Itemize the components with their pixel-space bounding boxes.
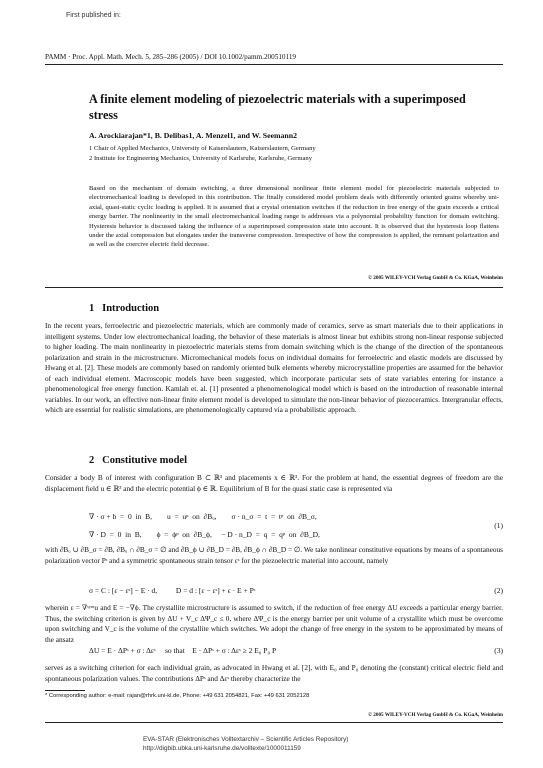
equation-3: ΔU = E · ΔPˢ + σ : Δεˢ so that E · ΔPˢ + σ : Δεˢ ≥ 2 E₀ P₀ P bbox=[89, 646, 277, 655]
copyright-line: © 2005 WILEY-VCH Verlag GmbH & Co. KGaA, Weinheim bbox=[368, 275, 503, 281]
affiliation-2: 2 Institute for Engineering Mechanics, University of Karlsruhe, Karlsruhe, Germany bbox=[89, 155, 313, 162]
equation-3-number: (3) bbox=[494, 646, 503, 655]
section-2-paragraph-3: wherein ε = ∇ˢʸᵐu and E = −∇ϕ. The crystallite microstructure is assumed to switch, if the reduction of free energy ΔU exceeds a particular energy barrier. Thus, the switching criterion is given by ΔU + V_c ΔΨ_c ≤ 0, where ΔΨ_c is the energy barrier per unit volume of a crystallite which must be overcome upon switching and V_c is the volume of the crystallite which switches. We adopt the change of free energy in the system to be approximated by means of the ansatz bbox=[45, 603, 503, 644]
section-2-paragraph-2: with ∂Bᵤ ∪ ∂B_σ = ∂B, ∂Bᵤ ∩ ∂B_σ = ∅ and ∂B_ϕ ∪ ∂B_D = ∂B, ∂B_ϕ ∩ ∂B_D = ∅. We take nonlinear constitutive equations by means of a spontaneous polarization vector Pˢ and a symmetric spontaneous strain tensor εˢ for the piezoelectric material into account, namely bbox=[45, 545, 503, 565]
equation-1-row-1: ∇ · σ + b = 0 in B, u = uᵖ on ∂Bᵤ, σ · n_σ = t = tᵖ on ∂B_σ, bbox=[89, 512, 317, 521]
equation-2: σ = C : [ε − εˢ] − E · d, D = d : [ε − εˢ] + ϵ · E + Pˢ bbox=[89, 586, 256, 595]
section-2-heading: 2 Constitutive model bbox=[89, 455, 187, 466]
section-1-heading: 1 Introduction bbox=[89, 303, 160, 314]
paper-title: A finite element modeling of piezoelectric materials with a superimposed stress bbox=[89, 92, 466, 122]
journal-reference: PAMM · Proc. Appl. Math. Mech. 5, 285–286 (2005) / DOI 10.1002/pamm.200510119 bbox=[45, 53, 297, 61]
equation-1-row-2: ∇ · D = 0 in B, ϕ = ϕᵖ on ∂B_ϕ, − D · n_D = q = qᵖ on ∂B_D, bbox=[89, 530, 320, 539]
abstract-rule bbox=[45, 287, 503, 288]
section-2-paragraph-4: serves as a switching criterion for each individual grain, as advocated in Hwang et al. [2], with E₀ and P₀ denoting the (constant) critical electric field and spontaneous polarization values. The contributions ΔPˢ and Δεˢ thereby characterize the bbox=[45, 663, 503, 683]
footer-rule bbox=[45, 722, 503, 723]
footer-copyright: © 2005 WILEY-VCH Verlag GmbH & Co. KGaA, Weinheim bbox=[368, 712, 503, 718]
equation-2-number: (2) bbox=[494, 586, 503, 595]
repository-name: EVA-STAR (Elektronisches Volltextarchiv – Scientific Articles Repository) bbox=[143, 736, 349, 743]
abstract: Based on the mechanism of domain switching, a three dimensional nonlinear finite element model for piezoelectric materials subjected to electromechanical loading is developed in this contribution. The finally considered model problem deals with differently oriented grains whereby uni-axial, quasi-static cyclic loading is applied. It is assumed that a crystal orientation switches if the reduction in free energy of the grain exceeds a critical energy barrier. The nonlinearity in the small electromechanical loading range is addresses via a polynomial probability function for domain switching. Hysteresis behavior is discussed taking the influence of a superimposed compression state into account. It is observed that the hysteresis loop flattens under the axial compression but elongates under the transverse compression. Irrespective of how the compression is applied, the remnant polarization and as well as the coercive electric field decrease. bbox=[89, 185, 499, 249]
corresponding-author-footnote: * Corresponding author: e-mail: rajan@rhrk.uni-kl.de, Phone: +49 631 2054821, Fax: +49 631 2052128 bbox=[45, 693, 310, 699]
affiliation-1: 1 Chair of Applied Mechanics, University of Kaiserslautern, Kaiserslautern, Germany bbox=[89, 145, 316, 152]
equation-1-number: (1) bbox=[494, 521, 503, 530]
repository-url[interactable]: http://digbib.ubka.uni-karlsruhe.de/volltexte/1000011159 bbox=[143, 745, 301, 752]
section-1-text: In the recent years, ferroelectric and piezoelectric materials, which are commonly made of ceramics, serve as smart materials due to their applications in intelligent systems. Under low electromechanical loading, the behavior of these materials is almost linear but exhibits strong non-linear response subjected to higher loading. The main nonlinearity in piezoelectric materials stems from domain switching which is the change of the direction of the spontaneous polarization and strain in the microstructure. Micromechanical models focus on individual domains for ferroelectric and elastic models are discussed by Hwang et al. [2]. These models are commonly based on randomly oriented bulk elements whereby microcrystalline properties are assumed for the behavior of each individual element. Macroscopic models have been suggested, which incorporate particular sets of state variables entering for instance a phenomenological free energy function. Kamlah et. al. [1] presented a phenomenological model which is based on the introduction of reasonable internal variables. In our work, an effective non-linear finite element model is developed to simulate the non-linear behavior of piezoceramics. Intergranular effects, which are essential for realistic simulations, are phenomenologically captured via a probabilistic approach. bbox=[45, 321, 503, 414]
header-rule bbox=[45, 64, 503, 65]
author-list: A. Arockiarajan*1, B. Delibas1, A. Menzel1, and W. Seemann2 bbox=[89, 131, 298, 140]
first-published-note: First published in: bbox=[66, 12, 121, 19]
section-2-paragraph-1: Consider a body B of interest with configuration B ⊂ ℝ³ and placements x ∈ ℝ³. For the problem at hand, the essential degrees of freedom are the displacement field u ∈ ℝ³ and the electric potential ϕ ∈ ℝ. Equilibrium of B for the quasi static case is represented via bbox=[45, 473, 503, 493]
footnote-rule bbox=[45, 690, 85, 691]
